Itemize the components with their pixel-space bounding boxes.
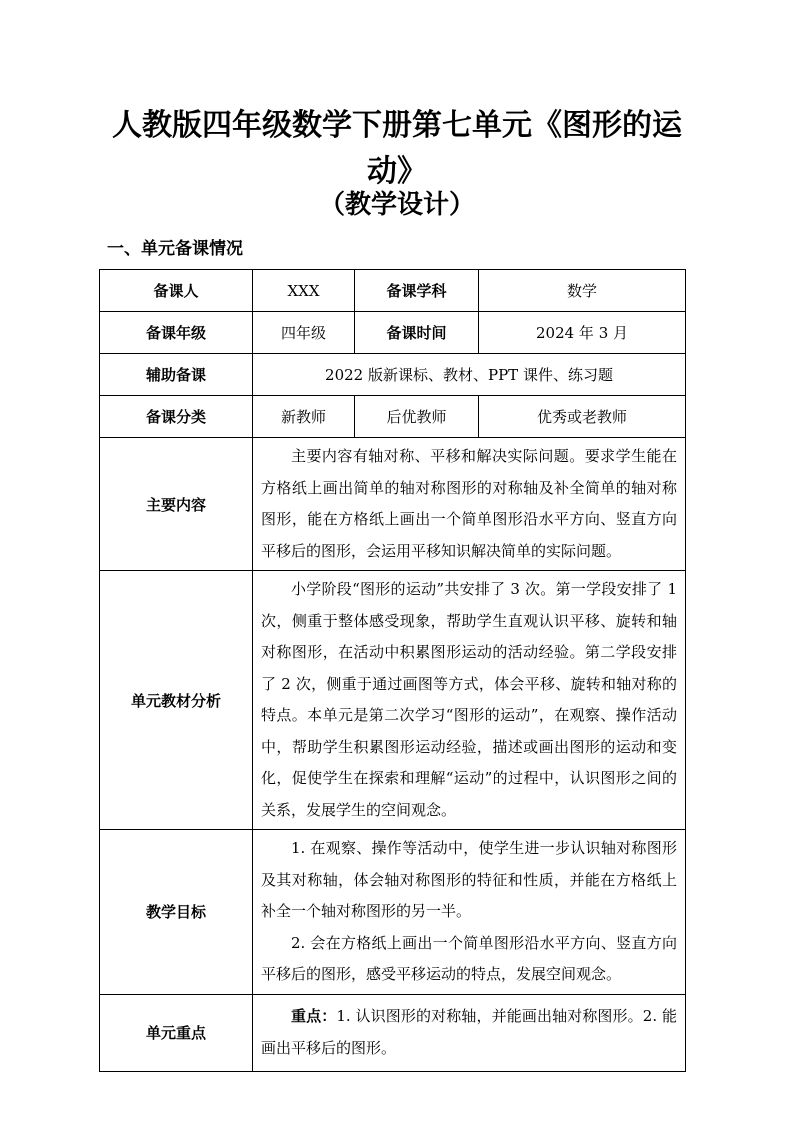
- table-row: [100, 270, 686, 312]
- keypoints-text: 1. 认识图形的对称轴，并能画出轴对称图形。2. 能画出平移后的图形。: [261, 1007, 677, 1057]
- goal-item-2: 2. 会在方格纸上画出一个简单图形沿水平方向、竖直方向平移后的图形，感受平移运动的特点，发展空间观念。: [261, 933, 677, 983]
- table-row: [100, 312, 686, 354]
- table-row: [100, 830, 686, 995]
- document-subtitle: （教学设计）: [318, 190, 475, 220]
- preparer-label: 备课人: [100, 270, 253, 312]
- aids-value: 2022 版新课标、教材、PPT 课件、练习题: [253, 354, 686, 396]
- document-title: 人教版四年级数学下册第七单元《图形的运动》: [112, 108, 682, 189]
- aids-label: 辅助备课: [100, 354, 253, 396]
- table-row: [100, 571, 686, 830]
- subject-label: 备课学科: [355, 270, 479, 312]
- category-option-improving: 后优教师: [355, 396, 479, 438]
- analysis-text: 小学阶段“图形的运动”共安排了 3 次。第一学段安排了 1 次，侧重于整体感受现象，帮助学生直观认识平移、旋转和轴对称图形，在活动中积累图形运动的活动经验。第二学段安排了 2 次，侧重于通过画图等方式，体会平移、旋转和轴对称的特点。本单元是第二次学习“图形的运动”，在观察、操作活动中，帮助学生积累图形运动经验，描述或画出图形的运动和变化，促使学生在探索和理解“运动”的过程中，认识图形之间的关系，发展学生的空间观念。: [261, 580, 677, 819]
- preparer-value: XXX: [253, 270, 355, 312]
- goal-item-1: 1. 在观察、操作等活动中，使学生进一步认识轴对称图形及其对称轴，体会轴对称图形的特征和性质，并能在方格纸上补全一个轴对称图形的另一半。: [261, 839, 677, 920]
- keypoints-cell: [253, 994, 686, 1071]
- time-label: 备课时间: [355, 312, 479, 354]
- goals-label: 教学目标: [100, 830, 253, 995]
- category-option-new: 新教师: [253, 396, 355, 438]
- keypoints-paragraph: [261, 1001, 677, 1064]
- table-row: [100, 994, 686, 1071]
- content-label: 主要内容: [100, 438, 253, 571]
- keypoints-label: 单元重点: [100, 994, 253, 1071]
- section-heading: 一、单元备课情况: [107, 239, 243, 259]
- table-row: [100, 354, 686, 396]
- table-row: [100, 438, 686, 571]
- time-value: 2024 年 3 月: [479, 312, 686, 354]
- keypoints-lead: 重点：: [291, 1007, 337, 1025]
- analysis-label: 单元教材分析: [100, 571, 253, 830]
- category-option-experienced: 优秀或老教师: [479, 396, 686, 438]
- analysis-cell: [253, 571, 686, 830]
- lesson-prep-table: [99, 269, 686, 1072]
- category-label: 备课分类: [100, 396, 253, 438]
- table-row: [100, 396, 686, 438]
- grade-value: 四年级: [253, 312, 355, 354]
- goals-cell: [253, 830, 686, 995]
- content-text: 主要内容有轴对称、平移和解决实际问题。要求学生能在方格纸上画出简单的轴对称图形的对称轴及补全简单的轴对称图形，能在方格纸上画出一个简单图形沿水平方向、竖直方向平移后的图形，会运用平移知识解决简单的实际问题。: [261, 447, 677, 560]
- grade-label: 备课年级: [100, 312, 253, 354]
- content-cell: [253, 438, 686, 571]
- subject-value: 数学: [479, 270, 686, 312]
